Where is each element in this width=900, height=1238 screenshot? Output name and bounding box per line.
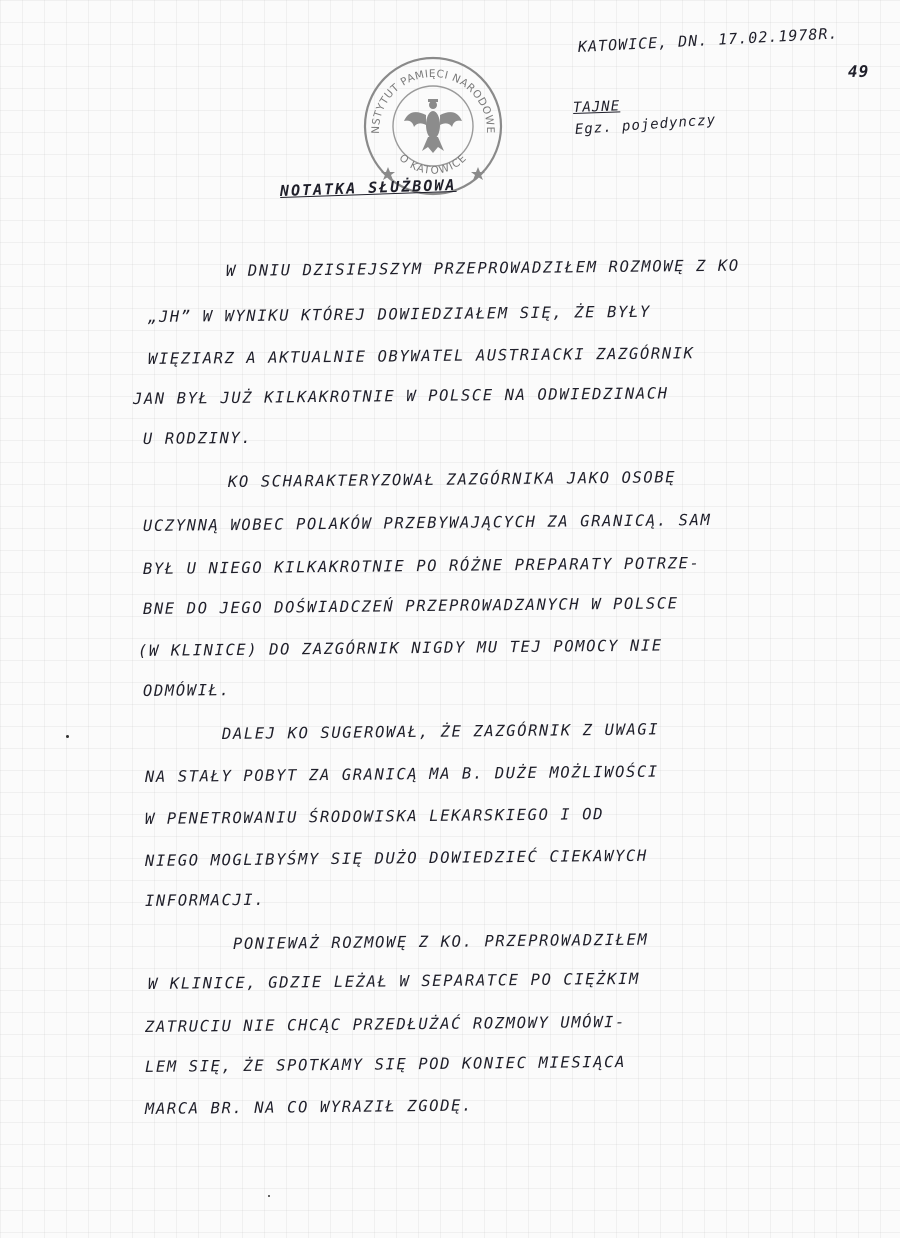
body-line: W PENETROWANIU ŚRODOWISKA LEKARSKIEGO I OD	[144, 805, 605, 828]
body-line: W DNIU DZISIEJSZYM PRZEPROWADZIŁEM ROZMOWĘ Z KO	[225, 256, 740, 280]
ink-speck	[268, 1195, 270, 1197]
body-line: DALEJ KO SUGEROWAŁ, ŻE ZAZGÓRNIK Z UWAGI	[221, 720, 660, 743]
classification-mark: TAJNE	[572, 98, 621, 116]
svg-text:O KATOWICE	[397, 152, 470, 177]
body-line: NIEGO MOGLIBYŚMY SIĘ DUŻO DOWIEDZIEĆ CIEKAWYCH	[144, 846, 648, 870]
body-line: KO SCHARAKTERYZOWAŁ ZAZGÓRNIKA JAKO OSOBĘ	[227, 468, 677, 491]
date-line: KATOWICE, DN. 17.02.1978R.	[577, 24, 839, 56]
stamp-bottom-text: O KATOWICE	[396, 151, 470, 177]
body-line: PONIEWAŻ ROZMOWĘ Z KO. PRZEPROWADZIŁEM	[232, 930, 649, 953]
body-line: BYŁ U NIEGO KILKAKROTNIE PO RÓŻNE PREPARATY POTRZE-	[142, 554, 701, 578]
body-line: ODMÓWIŁ.	[142, 681, 231, 700]
body-line: MARCA BR. NA CO WYRAZIŁ ZGODĘ.	[144, 1096, 474, 1118]
copy-note: Egz. pojedynczy	[574, 112, 717, 138]
body-line: (W KLINICE) DO ZAZGÓRNIK NIGDY MU TEJ POMOCY NIE	[137, 636, 663, 660]
body-line: UCZYNNĄ WOBEC POLAKÓW PRZEBYWAJĄCYCH ZA GRANICĄ. SAM	[142, 511, 712, 535]
body-line: INFORMACJI.	[144, 890, 266, 910]
body-line: NA STAŁY POBYT ZA GRANICĄ MA B. DUŻE MOŻLIWOŚCI	[144, 762, 659, 786]
body-line: U RODZINY.	[142, 428, 253, 448]
ink-speck	[66, 735, 69, 738]
body-line: WIĘZIARZ A AKTUALNIE OBYWATEL AUSTRIACKI ZAZGÓRNIK	[147, 344, 695, 368]
body-line: W KLINICE, GDZIE LEŻAŁ W SEPARATCE PO CIĘŻKIM	[147, 969, 641, 993]
body-line: JAN BYŁ JUŻ KILKAKROTNIE W POLSCE NA ODWIEDZINACH	[132, 384, 669, 408]
page-number: 49	[847, 61, 870, 81]
body-line: LEM SIĘ, ŻE SPOTKAMY SIĘ POD KONIEC MIESIĄCA	[144, 1052, 627, 1076]
body-line: „JH” W WYNIKU KTÓREJ DOWIEDZIAŁEM SIĘ, ŻE BYŁY	[147, 302, 651, 326]
eagle-emblem-icon	[404, 99, 462, 153]
document-title: NOTATKA SŁUŻBOWA	[279, 175, 457, 200]
body-line: ZATRUCIU NIE CHCĄC PRZEDŁUŻAĆ ROZMOWY UMÓWI-	[144, 1012, 627, 1036]
stamp-text: NSTYTUT PAMIĘCI NARODOWE	[369, 67, 497, 134]
body-line: BNE DO JEGO DOŚWIADCZEŃ PRZEPROWADZANYCH W POLSCE	[142, 594, 679, 618]
